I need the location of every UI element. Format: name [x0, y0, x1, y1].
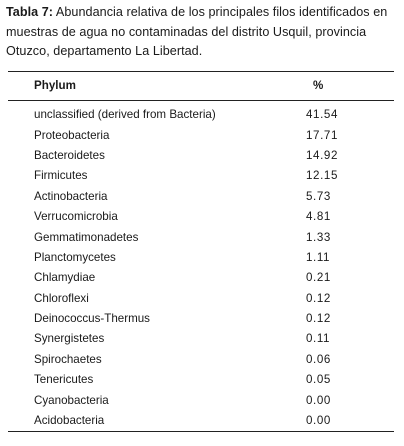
percent-cell: 0.12 — [306, 312, 331, 326]
table-row — [8, 410, 394, 431]
phylum-cell: Firmicutes — [34, 169, 88, 183]
table-row — [8, 288, 394, 308]
table-row — [8, 247, 394, 267]
percent-cell: 1.33 — [306, 230, 331, 244]
column-header-phylum: Phylum — [8, 71, 262, 100]
column-header-percent: % — [262, 71, 394, 100]
table-row — [8, 349, 394, 369]
percent-cell: 12.15 — [306, 169, 339, 183]
table-row — [8, 227, 394, 247]
table-row — [8, 125, 394, 145]
phylum-cell: Chloroflexi — [34, 291, 89, 305]
phylum-cell: Spirochaetes — [34, 352, 102, 366]
phylum-cell: Gemmatimonadetes — [34, 230, 139, 244]
percent-cell: 4.81 — [306, 210, 331, 224]
phylum-cell: Actinobacteria — [34, 189, 108, 203]
phylum-cell: Planctomycetes — [34, 250, 116, 264]
percent-cell: 0.00 — [306, 393, 331, 407]
table-row — [8, 308, 394, 328]
table-body — [8, 100, 394, 431]
phylum-cell: Deinococcus-Thermus — [34, 312, 150, 326]
phylum-cell: Tenericutes — [34, 373, 94, 387]
table-header-row — [8, 71, 394, 100]
percent-cell: 14.92 — [306, 148, 339, 162]
percent-cell: 0.00 — [262, 410, 394, 431]
phylum-abundance-table — [8, 71, 394, 432]
table-row — [8, 206, 394, 226]
phylum-cell: Proteobacteria — [34, 128, 110, 142]
phylum-cell: Synergistetes — [34, 332, 105, 346]
table-caption-label: Tabla 7: — [6, 5, 54, 19]
phylum-cell: Acidobacteria — [8, 410, 262, 431]
table-caption — [6, 3, 398, 62]
percent-cell: 0.12 — [306, 291, 331, 305]
phylum-cell: Verrucomicrobia — [34, 210, 118, 224]
table-row — [8, 166, 394, 186]
percent-cell: 17.71 — [306, 128, 339, 142]
table-row — [8, 268, 394, 288]
percent-cell: 0.05 — [306, 373, 331, 387]
percent-cell: 0.11 — [306, 332, 331, 346]
phylum-cell: Chlamydiae — [34, 271, 96, 285]
phylum-cell: Cyanobacteria — [34, 393, 109, 407]
table-row — [8, 100, 394, 125]
phylum-cell: Bacteroidetes — [34, 148, 105, 162]
percent-cell: 41.54 — [306, 108, 339, 122]
table-row — [8, 186, 394, 206]
table-row — [8, 329, 394, 349]
table-row — [8, 390, 394, 410]
phylum-cell: unclassified (derived from Bacteria) — [34, 108, 216, 122]
percent-cell: 1.11 — [306, 250, 331, 264]
percent-cell: 0.06 — [306, 352, 331, 366]
percent-cell: 0.21 — [306, 271, 331, 285]
table-row — [8, 370, 394, 390]
table-header — [8, 71, 394, 100]
table-caption-text: Abundancia relativa de los principales filos identificados en muestras de agua no contaminadas del distrito Usquil, provincia Otuzco, departamento La Libertad. — [6, 5, 388, 58]
percent-cell: 5.73 — [306, 189, 331, 203]
table-row — [8, 145, 394, 165]
